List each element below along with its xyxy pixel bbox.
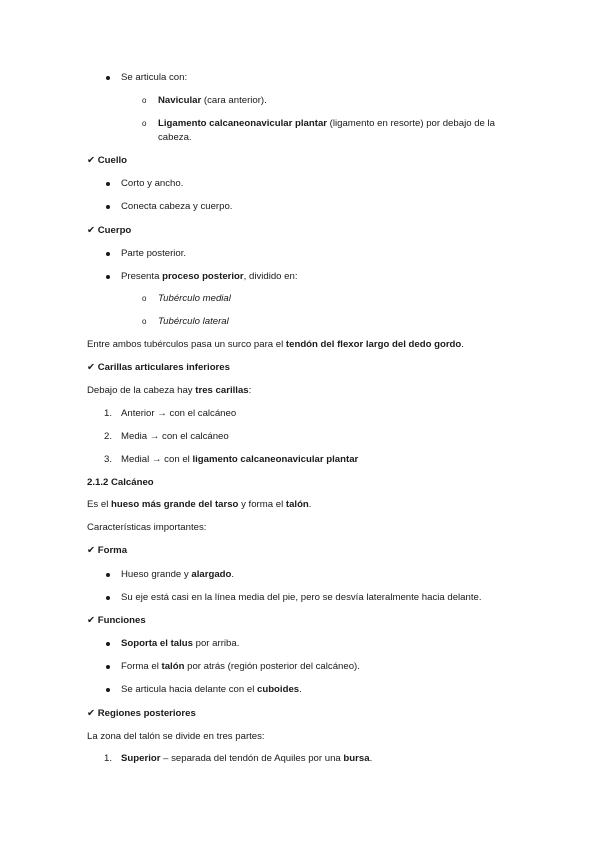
list-number: 1. bbox=[104, 408, 113, 419]
list-number: 1. bbox=[104, 753, 113, 764]
line-text: y forma el bbox=[238, 499, 286, 510]
text-line bbox=[87, 477, 154, 489]
line-text: Entre ambos tubérculos pasa un surco para el bbox=[87, 339, 286, 350]
text-line bbox=[158, 132, 192, 144]
text-line bbox=[121, 248, 186, 260]
line-text: Es el bbox=[87, 499, 111, 510]
bold-text: Forma bbox=[97, 545, 128, 556]
bullet-icon bbox=[106, 205, 110, 209]
line-text: (cara anterior). bbox=[201, 95, 267, 106]
line-text: Medial → con el bbox=[121, 454, 193, 465]
sub-bullet-icon: o bbox=[142, 294, 147, 303]
line-text: – separada del tendón de Aquiles por una bbox=[160, 753, 344, 764]
line-text: La zona del talón se divide en tres partes: bbox=[87, 731, 265, 742]
line-text: por arriba. bbox=[192, 638, 240, 649]
text-line bbox=[158, 316, 229, 328]
section-heading bbox=[87, 708, 196, 720]
bullet-icon bbox=[106, 665, 110, 669]
bold-text: proceso posterior bbox=[162, 271, 244, 282]
section-heading bbox=[87, 545, 127, 557]
line-text: Se articula hacia delante con el bbox=[121, 684, 257, 695]
text-line bbox=[87, 499, 311, 511]
line-text: Anterior → con el calcáneo bbox=[121, 408, 237, 419]
bold-text: 2.1.2 Calcáneo bbox=[87, 477, 154, 488]
bold-text: Funciones bbox=[97, 615, 146, 626]
bullet-icon bbox=[106, 573, 110, 577]
bold-text: Ligamento calcaneonavicular plantar bbox=[158, 118, 328, 129]
bullet-icon bbox=[106, 76, 110, 80]
text-line bbox=[121, 72, 187, 84]
list-number: 3. bbox=[104, 454, 113, 465]
text-line bbox=[121, 178, 183, 190]
bold-text: alargado bbox=[191, 569, 232, 580]
text-line bbox=[87, 522, 206, 534]
line-text: (ligamento en resorte) por debajo de la bbox=[327, 118, 496, 129]
checkmark-icon: ✔ bbox=[87, 615, 98, 626]
bullet-icon bbox=[106, 252, 110, 256]
line-text: . bbox=[369, 753, 373, 764]
checkmark-icon: ✔ bbox=[87, 545, 98, 556]
checkmark-icon: ✔ bbox=[87, 708, 98, 719]
bold-text: Cuello bbox=[97, 155, 128, 166]
line-text: Características importantes: bbox=[87, 522, 207, 533]
text-line bbox=[121, 638, 239, 650]
text-line bbox=[158, 95, 267, 107]
italic-text: Tubérculo lateral bbox=[158, 316, 229, 327]
bold-text: hueso más grande del tarso bbox=[111, 499, 239, 510]
line-text: . bbox=[461, 339, 464, 350]
line-text: Presenta bbox=[121, 271, 163, 282]
text-line bbox=[121, 684, 302, 696]
bold-text: Carillas articulares inferiores bbox=[97, 362, 230, 373]
sub-bullet-icon: o bbox=[142, 96, 147, 105]
bold-text: ligamento calcaneonavicular plantar bbox=[192, 454, 359, 465]
line-text: Hueso grande y bbox=[121, 569, 192, 580]
section-heading bbox=[87, 155, 127, 167]
section-heading bbox=[87, 615, 146, 627]
line-text: , dividido en: bbox=[243, 271, 298, 282]
checkmark-icon: ✔ bbox=[87, 155, 98, 166]
line-text: . bbox=[299, 684, 302, 695]
bold-text: Regiones posteriores bbox=[97, 708, 196, 719]
line-text: Forma el bbox=[121, 661, 162, 672]
section-heading bbox=[87, 362, 230, 374]
line-text: . bbox=[231, 569, 235, 580]
checkmark-icon: ✔ bbox=[87, 362, 98, 373]
text-line bbox=[87, 385, 251, 397]
line-text: : bbox=[248, 385, 252, 396]
line-text: Se articula con: bbox=[121, 72, 188, 83]
text-line bbox=[121, 431, 229, 443]
bold-text: Cuerpo bbox=[97, 225, 132, 236]
text-line bbox=[121, 271, 298, 283]
text-line bbox=[87, 731, 265, 743]
bullet-icon bbox=[106, 182, 110, 186]
line-text: . bbox=[308, 499, 312, 510]
text-line bbox=[121, 569, 234, 581]
bold-text: tendón del flexor largo del dedo gordo bbox=[285, 339, 462, 350]
text-line bbox=[87, 339, 464, 351]
bold-text: Soporta el talus bbox=[121, 638, 193, 649]
text-line bbox=[121, 592, 482, 604]
line-text: Su eje está casi en la línea media del pie, pero se desvía lateralmente hacia delante. bbox=[121, 592, 482, 603]
list-number: 2. bbox=[104, 431, 113, 442]
checkmark-icon: ✔ bbox=[87, 225, 98, 236]
bullet-icon bbox=[106, 642, 110, 646]
bold-text: bursa bbox=[343, 753, 370, 764]
sub-bullet-icon: o bbox=[142, 119, 147, 128]
line-text: Media → con el calcáneo bbox=[121, 431, 229, 442]
bold-text: Superior bbox=[121, 753, 161, 764]
line-text: Conecta cabeza y cuerpo. bbox=[121, 201, 233, 212]
line-text: Parte posterior. bbox=[121, 248, 187, 259]
line-text: cabeza. bbox=[158, 132, 192, 143]
bold-text: talón bbox=[161, 661, 185, 672]
text-line bbox=[121, 661, 360, 673]
bullet-icon bbox=[106, 688, 110, 692]
bold-text: cuboides bbox=[257, 684, 300, 695]
sub-bullet-icon: o bbox=[142, 317, 147, 326]
text-line bbox=[121, 201, 232, 213]
text-line bbox=[121, 408, 236, 420]
text-line bbox=[158, 293, 231, 305]
text-line bbox=[158, 118, 495, 130]
bold-text: tres carillas bbox=[195, 385, 249, 396]
line-text: Corto y ancho. bbox=[121, 178, 184, 189]
bold-text: talón bbox=[285, 499, 309, 510]
text-line bbox=[121, 753, 372, 765]
bullet-icon bbox=[106, 596, 110, 600]
bold-text: Navicular bbox=[158, 95, 202, 106]
line-text: por atrás (región posterior del calcáneo). bbox=[184, 661, 360, 672]
italic-text: Tubérculo medial bbox=[158, 293, 231, 304]
text-line bbox=[121, 454, 358, 466]
line-text: Debajo de la cabeza hay bbox=[87, 385, 196, 396]
section-heading bbox=[87, 225, 131, 237]
bullet-icon bbox=[106, 275, 110, 279]
